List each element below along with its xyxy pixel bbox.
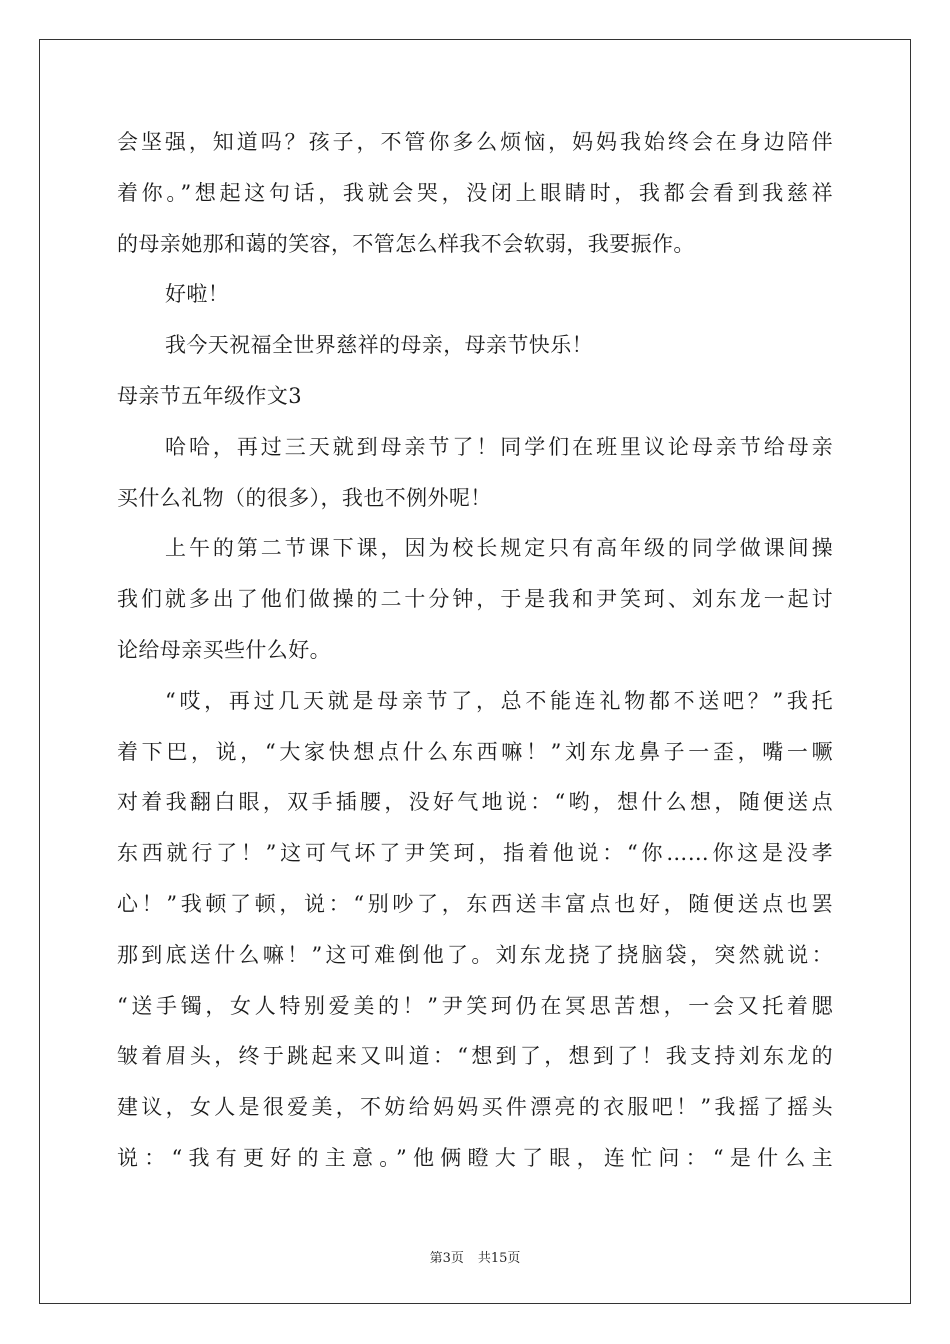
text-line: 东西就行了！”这可气坏了尹笑珂，指着他说：“你……你这是没孝: [117, 841, 833, 866]
text-line: 我们就多出了他们做操的二十分钟，于是我和尹笑珂、刘东龙一起讨: [117, 587, 833, 612]
text-line: 会坚强，知道吗？孩子，不管你多么烦恼，妈妈我始终会在身边陪伴: [117, 130, 833, 154]
text-line: “哎，再过几天就是母亲节了，总不能连礼物都不送吧？”我托: [165, 688, 833, 713]
text-line: 好啦！: [165, 282, 230, 307]
text-line: 着下巴，说，“大家快想点什么东西嘛！”刘东龙鼻子一歪，嘴一噘: [117, 739, 833, 764]
text-line: 心！”我顿了顿，说：“别吵了，东西送丰富点也好，随便送点也罢: [117, 891, 833, 916]
text-line: 皱着眉头，终于跳起来又叫道：“想到了，想到了！我支持刘东龙的: [117, 1044, 833, 1069]
text-line: “送手镯，女人特别爱美的！”尹笑珂仍在冥思苦想，一会又托着腮: [117, 993, 833, 1018]
page-footer: [0, 1247, 950, 1266]
document-body: [117, 117, 833, 1184]
page-number: 第3页: [429, 1251, 464, 1266]
text-line: 对着我翻白眼，双手插腰，没好气地说：“哟，想什么想，随便送点: [117, 790, 833, 815]
section-heading: 母亲节五年级作文3: [117, 383, 302, 408]
text-line: 论给母亲买些什么好。: [117, 637, 331, 662]
text-line: 着你。”想起这句话，我就会哭，没闭上眼睛时，我都会看到我慈祥: [117, 180, 833, 205]
text-line: 上午的第二节课下课，因为校长规定只有高年级的同学做课间操: [165, 536, 833, 561]
text-line: 买什么礼物（的很多），我也不例外呢！: [117, 485, 492, 510]
text-line: 说：“我有更好的主意。”他俩瞪大了眼，连忙问：“是什么主: [117, 1145, 833, 1170]
text-line: 的母亲她那和蔼的笑容，不管怎么样我不会软弱，我要振作。: [117, 231, 695, 256]
text-line: 建议，女人是很爱美，不妨给妈妈买件漂亮的衣服吧！”我摇了摇头: [117, 1095, 833, 1120]
text-line: 那到底送什么嘛！”这可难倒他了。刘东龙挠了挠脑袋，突然就说：: [117, 942, 833, 967]
text-line: 我今天祝福全世界慈祥的母亲，母亲节快乐！: [165, 333, 593, 358]
text-line: 哈哈，再过三天就到母亲节了！同学们在班里议论母亲节给母亲: [165, 434, 833, 459]
page-total: 共15页: [477, 1251, 521, 1266]
